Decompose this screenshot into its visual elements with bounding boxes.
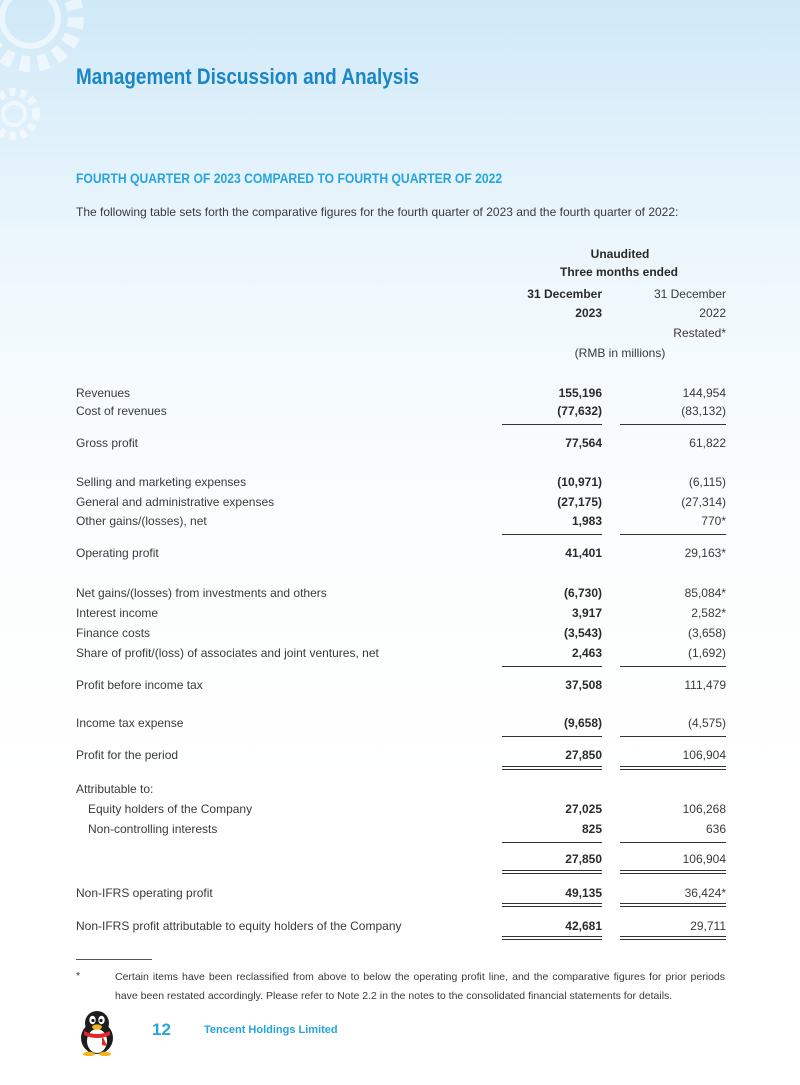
row-value-current: 41,401 <box>565 546 602 560</box>
row-value-current: 42,681 <box>565 919 602 933</box>
row-value-prior: 770* <box>701 514 726 528</box>
row-value-current: (10,971) <box>557 475 602 489</box>
row-value-current: 27,850 <box>565 852 602 866</box>
row-value-current: (27,175) <box>557 495 602 509</box>
row-value-prior: 106,904 <box>682 852 726 866</box>
row-label: Revenues <box>76 386 131 400</box>
row-value-current: 49,135 <box>565 886 602 900</box>
total-double-rule <box>502 766 602 767</box>
total-double-rule <box>502 906 602 907</box>
row-label: Finance costs <box>76 626 151 640</box>
section-heading: FOURTH QUARTER OF 2023 COMPARED TO FOURTH QUARTER OF 2022 <box>76 171 503 186</box>
row-label: General and administrative expenses <box>76 495 275 509</box>
total-double-rule <box>620 766 726 767</box>
intro-text: The following table sets forth the comparative figures for the fourth quarter of 2023 and the fourth quarter of 2022: <box>76 205 679 219</box>
header-unit: (RMB in millions) <box>574 346 666 360</box>
subtotal-rule <box>620 842 726 843</box>
row-value-current: 3,917 <box>571 606 602 620</box>
page-number: 12 <box>152 1020 171 1039</box>
row-label: Share of profit/(loss) of associates and joint ventures, net <box>76 646 379 660</box>
footnote-text: Certain items have been reclassified from above to below the operating profit line, and the comparative figures for prior periods have been restated accordingly. Please refer to Note 2.2 in the notes to the consolidated financial statements for details. <box>115 971 725 1002</box>
row-value-prior: (4,575) <box>687 716 726 730</box>
row-label: Selling and marketing expenses <box>76 475 247 489</box>
row-value-prior: 61,822 <box>689 436 726 450</box>
total-double-rule <box>502 903 602 904</box>
total-double-rule <box>502 873 602 874</box>
subtotal-rule <box>620 666 726 667</box>
header-restated: Restated* <box>673 326 726 340</box>
row-value-prior: 2,582* <box>691 606 726 620</box>
total-double-rule <box>620 936 726 937</box>
subtotal-rule <box>620 736 726 737</box>
row-value-prior: (27,314) <box>681 495 726 509</box>
row-value-prior: 36,424* <box>684 886 726 900</box>
row-value-prior: (6,115) <box>688 475 726 489</box>
total-double-rule <box>620 870 726 871</box>
row-label: Operating profit <box>76 546 159 560</box>
row-value-current: 27,025 <box>565 802 602 816</box>
total-double-rule <box>620 939 726 940</box>
row-label: Profit for the period <box>76 748 179 762</box>
penguin-mascot-icon <box>76 1008 118 1056</box>
row-value-current: (9,658) <box>563 716 602 730</box>
header-unaudited: Unaudited <box>590 247 650 261</box>
row-value-prior: 29,711 <box>690 919 726 933</box>
row-label: Non-IFRS profit attributable to equity holders of the Company <box>76 919 402 933</box>
row-label: Gross profit <box>76 436 139 450</box>
row-label: Profit before income tax <box>76 678 203 692</box>
row-value-prior: 29,163* <box>684 546 726 560</box>
row-value-prior: 144,954 <box>682 386 726 400</box>
row-value-prior: 85,084* <box>684 586 726 600</box>
row-label: Interest income <box>76 606 159 620</box>
footnote-divider <box>76 959 152 960</box>
subtotal-rule <box>502 424 602 425</box>
footnote-marker: * <box>76 970 81 982</box>
header-current-date: 31 December <box>527 287 602 301</box>
row-value-current: (77,632) <box>557 404 602 418</box>
header-prior-year: 2022 <box>699 306 726 320</box>
page-title: Management Discussion and Analysis <box>76 64 420 89</box>
total-double-rule <box>620 769 726 770</box>
row-value-prior: (1,692) <box>687 646 726 660</box>
subtotal-rule <box>502 842 602 843</box>
row-value-current: 825 <box>581 822 602 836</box>
header-prior-date: 31 December <box>653 287 726 301</box>
subtotal-rule <box>620 534 726 535</box>
total-double-rule <box>502 769 602 770</box>
row-label: Income tax expense <box>76 716 184 730</box>
header-current-year: 2023 <box>575 306 602 320</box>
row-label: Attributable to: <box>76 782 154 796</box>
row-value-current: 2,463 <box>571 646 602 660</box>
total-double-rule <box>620 873 726 874</box>
row-value-prior: 106,904 <box>682 748 726 762</box>
row-value-prior: (83,132) <box>681 404 726 418</box>
row-value-current: 37,508 <box>565 678 602 692</box>
row-label: Other gains/(losses), net <box>76 514 207 528</box>
subtotal-rule <box>502 666 602 667</box>
row-value-current: (6,730) <box>563 586 602 600</box>
row-label: Cost of revenues <box>76 404 167 418</box>
total-double-rule <box>502 870 602 871</box>
row-value-prior: 106,268 <box>682 802 726 816</box>
row-value-current: (3,543) <box>563 626 602 640</box>
total-double-rule <box>502 939 602 940</box>
row-value-current: 155,196 <box>558 386 602 400</box>
total-double-rule <box>620 906 726 907</box>
row-value-prior: 111,479 <box>684 678 726 692</box>
row-label: Non-controlling interests <box>88 822 218 836</box>
row-value-current: 77,564 <box>565 436 602 450</box>
row-label: Non-IFRS operating profit <box>76 886 213 900</box>
total-double-rule <box>502 936 602 937</box>
row-value-current: 1,983 <box>571 514 602 528</box>
row-label: Net gains/(losses) from investments and others <box>76 586 327 600</box>
row-value-prior: 636 <box>705 822 726 836</box>
company-name: Tencent Holdings Limited <box>204 1024 338 1036</box>
row-value-prior: (3,658) <box>687 626 726 640</box>
subtotal-rule <box>502 534 602 535</box>
total-double-rule <box>620 903 726 904</box>
row-label: Equity holders of the Company <box>88 802 253 816</box>
row-value-current: 27,850 <box>565 748 602 762</box>
subtotal-rule <box>620 424 726 425</box>
header-period: Three months ended <box>559 265 678 279</box>
subtotal-rule <box>502 736 602 737</box>
